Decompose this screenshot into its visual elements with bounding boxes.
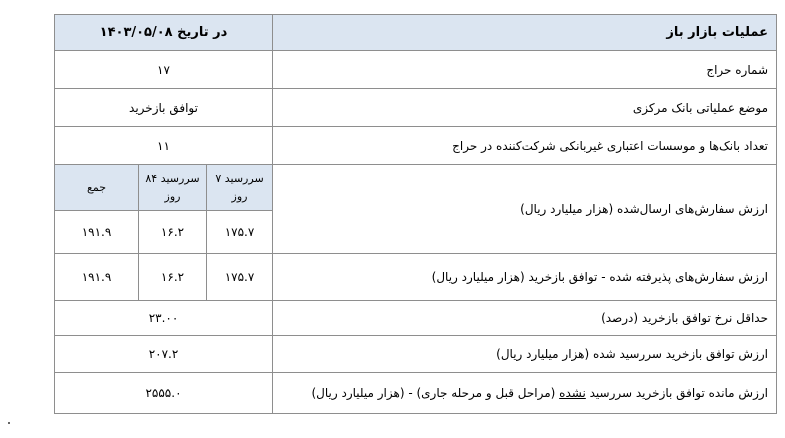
- table-row: [55, 373, 777, 414]
- table-row: [55, 127, 777, 165]
- open-market-operations-table: [54, 14, 777, 414]
- row-value: ۱۱: [55, 127, 273, 165]
- table-title: عملیات بازار باز: [273, 15, 777, 51]
- label-underlined-part: نشده: [559, 386, 586, 400]
- total-header: جمع: [55, 165, 139, 211]
- label-part: (مراحل قبل و مرحله جاری) - (هزار میلیارد ریال): [311, 386, 560, 400]
- row-label: ارزش سفارش‌های ارسال‌شده (هزار میلیارد ریال): [273, 165, 777, 254]
- row-label: [273, 373, 777, 414]
- stray-dot: [8, 422, 10, 424]
- submitted-total-value: ۱۹۱.۹: [55, 211, 139, 254]
- label-part: ارزش مانده توافق بازخرید سررسید: [585, 386, 768, 400]
- row-label: ارزش سفارش‌های پذیرفته شده - توافق بازخرید (هزار میلیارد ریال): [273, 254, 777, 301]
- table-row: [55, 301, 777, 336]
- accepted-total-value: ۱۹۱.۹: [55, 254, 139, 301]
- row-label: شماره حراج: [273, 51, 777, 89]
- submitted-7-value: ۱۷۵.۷: [207, 211, 273, 254]
- submitted-84-value: ۱۶.۲: [139, 211, 207, 254]
- accepted-84-value: ۱۶.۲: [139, 254, 207, 301]
- table-row: [55, 254, 777, 301]
- row-value: ۲۵۵۵.۰: [55, 373, 273, 414]
- table-date: در تاریخ ۱۴۰۳/۰۵/۰۸: [55, 15, 273, 51]
- row-label: موضع عملیاتی بانک مرکزی: [273, 89, 777, 127]
- row-label: تعداد بانک‌ها و موسسات اعتباری غیربانکی شرکت‌کننده در حراج: [273, 127, 777, 165]
- table-row: [55, 165, 777, 211]
- maturity-84-header: سررسید ۸۴ روز: [139, 165, 207, 211]
- maturity-7-header: سررسید ۷ روز: [207, 165, 273, 211]
- row-value: توافق بازخرید: [55, 89, 273, 127]
- row-value: ۱۷: [55, 51, 273, 89]
- row-label: حداقل نرخ توافق بازخرید (درصد): [273, 301, 777, 336]
- accepted-7-value: ۱۷۵.۷: [207, 254, 273, 301]
- row-value: ۲۳.۰۰: [55, 301, 273, 336]
- row-label: ارزش توافق بازخرید سررسید شده (هزار میلیارد ریال): [273, 336, 777, 373]
- table-row: [55, 89, 777, 127]
- table-row: [55, 336, 777, 373]
- row-value: ۲۰۷.۲: [55, 336, 273, 373]
- table-row: [55, 51, 777, 89]
